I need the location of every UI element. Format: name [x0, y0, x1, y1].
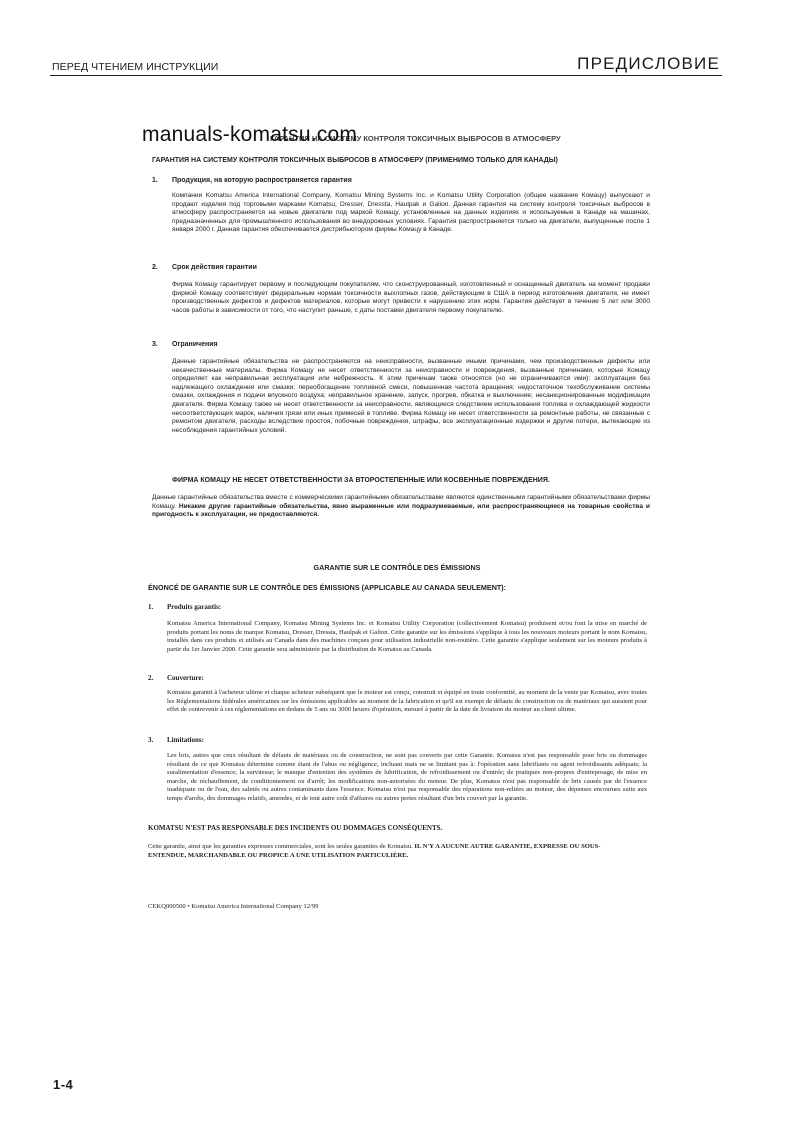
- header-chapter-title: ПРЕДИСЛОВИЕ: [577, 54, 720, 73]
- ru-section-2-heading: Срок действия гарантии: [172, 264, 257, 271]
- ru-section-2-text: Фирма Комацу гарантирует первому и последующим покупателям, что сконструированный, изготовленный и оснащенный двигатель на момент продажи фирмой Комацу соответствует федеральным нормам токсичности выхлопных газов, действующим в США в период изготовления двигателя, не имеет производственных дефектов и дефектов материалов, которые могут привести к нарушению этих норм. Гарантия действует в течение 5 лет или 3000 часов работы в зависимости от того, что наступит раньше, с даты поставки двигателя первому покупателю.: [172, 281, 650, 314]
- fr-section-3-heading: Limitations:: [167, 736, 204, 744]
- ru-section-1-heading: Продукция, на которую распространяется гарантия: [172, 177, 352, 184]
- fr-title: GARANTIE SUR LE CONTRÔLE DES ÉMISSIONS: [313, 563, 481, 572]
- fr-liability-statement: KOMATSU N'EST PAS RESPONSABLE DES INCIDENTS OU DOMMAGES CONSÉQUENTS.: [148, 824, 443, 832]
- header-section-title: ПЕРЕД ЧТЕНИЕМ ИНСТРУКЦИИ: [52, 61, 219, 73]
- ru-section-1-number: 1.: [152, 177, 158, 184]
- fr-section-2-heading: Couverture:: [167, 674, 204, 682]
- fr-final-bold: IL N'Y A AUCUNE AUTRE GARANTIE, EXPRESSE OU SOUS-ENTENDUE, MARCHANDABLE OU PROPICE A UNE UTILISATION PARTICULIÈRE.: [148, 843, 601, 859]
- fr-section-1-text: Komatsu America International Company, Komatsu Mining Systems Inc. et Komatsu Utility Corporation (collectivement Komatsu) produisent et/ou font la mise en marché de produits portant les noms de marque Komatsu, Dresser, Dressta, Haulpak et Galion. Cette garantie sur les émissions s'applique à tous les nouveaux moteurs portant le nom Komatsu, installés dans ces produits et utilisés au Canada dans des machines conçues pour utilisation industrielle non-routière. Cette garantie s'applique seulement sur les moteurs produits à partir du 1er Janvier 2000. Cette garantie sera administrée par la distribution de Komatsu au Canada.: [167, 620, 647, 653]
- ru-section-3-number: 3.: [152, 341, 158, 348]
- ru-final-bold: Никакие другие гарантийные обязательства, явно выраженные или подразумеваемые, или распространяющиеся на товарные свойства и пригодность к эксплуатации, не предоставляются.: [152, 502, 650, 519]
- fr-final-plain: Cette garantie, ainsi que les garanties expresses commerciales, sont les seules garanties de Komatsu.: [148, 843, 415, 850]
- ru-liability-statement: ФИРМА КОМАЦУ НЕ НЕСЕТ ОТВЕТСТВЕННОСТИ ЗА ВТОРОСТЕПЕННЫЕ ИЛИ КОСВЕННЫЕ ПОВРЕЖДЕНИЯ.: [172, 477, 550, 484]
- fr-subtitle: ÉNONCÉ DE GARANTIE SUR LE CONTRÔLE DES ÉMISSIONS (APPLICABLE AU CANADA SEULEMENT):: [148, 583, 507, 592]
- fr-section-1-heading: Produits garantis:: [167, 603, 222, 611]
- ru-final-paragraph: [152, 494, 650, 520]
- ru-faint-title: ГАРАНТИЯ НА СИСТЕМУ КОНТРОЛЯ ТОКСИЧНЫХ ВЫБРОСОВ В АТМОСФЕРУ: [270, 134, 561, 143]
- fr-footer-code: CEKQ000500 • Komatsu America International Company 12/99: [148, 903, 319, 910]
- fr-section-2-number: 2.: [148, 674, 154, 682]
- watermark-text: manuals-komatsu.com: [142, 123, 358, 146]
- ru-section-3-heading: Ограничения: [172, 341, 218, 348]
- ru-section-1-text: Компании Komatsu America International Company, Komatsu Mining Systems Inc. и Komatsu Utility Corporation (общее название Комацу) выпускают и продают изделия под торговыми марками Komatsu, Dresser, Dressta, Haulpak и Galion. Данная гарантия на систему контроля токсичных выбросов в атмосферу распространяется на новые двигатели под маркой Комацу, установленные на данных изделиях и используемые в Канаде на машинах, предназначенных для промышленного использования во внедорожных условиях. Гарантия распространяется только на двигатели, выпущенные после 1 января 2000 г. Данная гарантия обеспечивается дистрибьютором фирмы Комацу в Канаде.: [172, 192, 650, 234]
- fr-section-2-text: Komatsu garantit à l'acheteur ultime et chaque acheteur subséquent que le moteur est conçu, construit et équipé en toute conformité, au moment de la vente par Komatsu, avec toutes les Réglementations fédérales américaines sur les émissions applicables au moment de la fabrication et qu'il est exempt de défauts de construction ou de matériaux qui auraient pour effet de contrevenir à ces réglementations en dedans de 5 ans ou 3000 heures d'opération, mesuré à partir de la date de livraison du moteur au client ultime.: [167, 689, 647, 714]
- fr-section-3-number: 3.: [148, 736, 154, 744]
- ru-final-plain: Данные гарантийные обязательства вместе с коммерческими гарантийными обязательствами являются единственными гарантийными обязательствами фирмы Комацу.: [152, 494, 650, 510]
- header-rule: [50, 75, 722, 76]
- fr-section-1-number: 1.: [148, 603, 154, 611]
- ru-title: ГАРАНТИЯ НА СИСТЕМУ КОНТРОЛЯ ТОКСИЧНЫХ ВЫБРОСОВ В АТМОСФЕРУ (ПРИМЕНИМО ТОЛЬКО ДЛЯ КАНАДЫ): [152, 157, 558, 164]
- fr-final-paragraph: [148, 843, 618, 860]
- ru-section-3-text: Данные гарантийные обязательства не распространяются на неисправности, вызванные иными причинами, чем производственные дефекты или некачественные материалы. Фирма Комацу не несет ответственности за неисправности и повреждения, вызванные причинами, которые Комацу определяет как неправильная эксплуатация или небрежность. К этим причинам также относятся (но не ограничиваются ими): эксплуатация без надлежащего охлаждения или смазки; переобогащение топливной смеси, повышенная частота вращения; недостаточное техобслуживание системы смазки, охлаждения и подачи впускного воздуха; неправильное хранение, запуск, прогрев, обкатка и выключение; несанкционированные модификации двигателя. Фирма Комацу также не несет ответственности за неисправности, являющиеся следствием использования топлива и охлаждающей жидкости несоответствующих марок, наличия грязи или иных примесей в топливе. Фирма Комацу не несет ответственности за ремонтные работы, не связанные с ремонтом двигателя, расходы вследствие простоя, побочные повреждения, штрафы, все эксплуатационные издержки и другие потери, вытекающие из несоблюдения гарантийных условий.: [172, 358, 650, 434]
- ru-section-2-number: 2.: [152, 264, 158, 271]
- page-number: 1-4: [53, 1077, 74, 1092]
- fr-section-3-text: Les bris, autres que ceux résultant de défauts de matériaux ou de construction, ne sont pas couverts par cette Garantie. Komatsu n'est pas responsable pour bris ou dommages résultant de ce que Komatsu détermine comme étant de l'abus ou négligence, incluant mais ne se limitant pas à: l'opération sans lubrifiants ou agent refroidissants adéquats; la suralimentation d'essence; la survitesse; le manque d'entretien des systèmes de lubrification, de refroidissement ou d'entrée; de pratiques non-propres d'entreposage, de mise en marche, de réchauffement, de conditionnement ou d'arrêt; les modifications non-autorisées du moteur. De plus, Komatsu n'est pas responsable de bris causés par de l'essence inadéquate ou de l'eau, des saletés ou autres contaminants dans l'essence. Komatsu n'est pas responsable des réparations non-reliées au moteur, des dépenses encourues suite aux temps d'arrêts, des dommages relatifs, amendes, et de tout autre coût d'affaires ou autres pertes résultant d'un bris couvert par la garantie.: [167, 752, 647, 802]
